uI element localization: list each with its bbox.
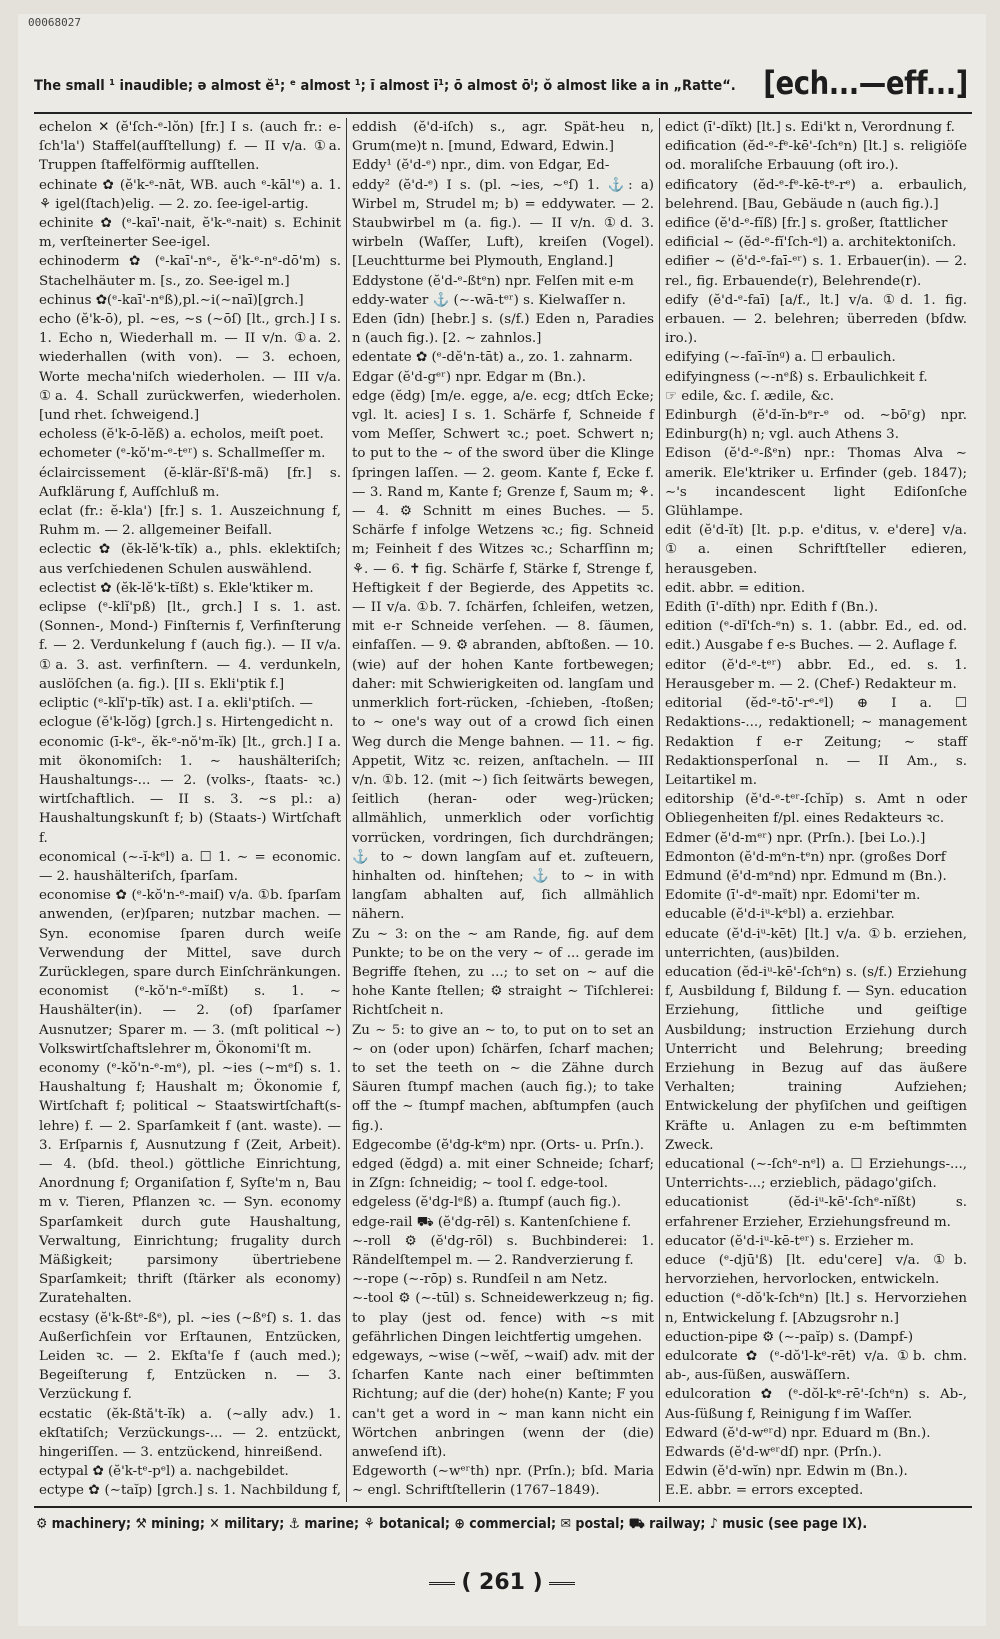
dictionary-entry: editorship (ĕ'd-ᵉ-tᵉʳ-ſchĭp) s. Amt n oder Obliegenheiten f/pl. eines Redakteurs ꝛc. — [665, 792, 967, 827]
dictionary-entry: edit. abbr. = edition. — [665, 580, 806, 596]
dictionary-entry: ∼-tool ⚙ (∼-tūl) s. Schneidewerkzeug n; fig. to play (jest od. fence) with ∼s mit gefährlichen Dingen leichtfertig umgehen. — [352, 1291, 654, 1345]
dictionary-entry: edict (ī'-dĭkt) [lt.] s. Edi'kt n, Verordnung f. — [665, 120, 955, 135]
dictionary-entry: educable (ĕ'd-iᵘ-kᵉbl) a. erziehbar. — [665, 907, 895, 923]
dictionary-entry: echometer (ᵉ-kŏ'm-ᵉ-tᵉʳ) s. Schallmeſſer m. — [39, 446, 326, 462]
dictionary-entry: eddish (ĕ'd-iſch) s., agr. Spät-heu n, Grum(me)t n. [mund, Edward, Edwin.] — [352, 120, 654, 155]
dictionary-entry: Eden (īdn) [hebr.] s. (s/f.) Eden n, Paradies n (auch fig.). [2. ∼ zahnlos.] — [352, 312, 654, 347]
dictionary-entry: ecliptic (ᵉ-klĭ'p-tĭk) ast. I a. ekli'ptiſch. — — [39, 696, 313, 712]
dictionary-entry: Eddystone (ĕ'd-ᵉ-ßtᵉn) npr. Felſen mit e-m — [352, 273, 634, 289]
dictionary-entry: education (ĕd-iᵘ-kē'-ſchᵉn) s. (s/f.) Erziehung f, Ausbildung f, Bildung f. — Syn. education Erziehung, ſittliche und geiſtige Ausbildung; instruction Erziehung durch Unterricht und Belehrung; breeding Erziehung in Bezug auf das äußere Verhalten; training Aufziehen; Entwickelung der phyſiſchen und geiſtigen Kräfte u. Anlagen zu e-m beſtimmten Zweck. — [665, 964, 967, 1153]
entry-columns — [34, 118, 972, 1502]
dictionary-entry: ecstasy (ĕ'k-ßtᵉ-ßᵉ), pl. ∼ies (∼ßᵉſ) s. 1. das Außerſichſein vor Erſtaunen, Entzücken, Leiden ꝛc. — 2. Ekſta'ſe f (auch med.); Begeiſterung f, Entzücken n. — 3. Verzückung f. — [39, 1310, 341, 1403]
dictionary-entry: edification (ĕd-ᵉ-fᵉ-kē'-ſchᵉn) [lt.] s. religiöſe od. moraliſche Erbauung (oft iro.). — [665, 139, 967, 174]
dictionary-entry: ∼-rope (∼-rōp) s. Rundſeil n am Netz. — [352, 1272, 608, 1288]
page-number: ( 261 ) — [461, 1570, 543, 1595]
dictionary-entry: edgeways, ∼wise (∼wĕſ, ∼waiſ) adv. mit der ſcharfen Kante nach einer beſtimmten Richtung; auf die (der) hohe(n) Kante; F you can't get a word in ∼ man kann nicht ein Wörtchen anbringen (wenn der (die) anweſend iſt). — [352, 1349, 654, 1461]
dictionary-entry: echinus ✿(ᵉ-kaī'-nᵉß),pl.∼i(∼naī)[grch.] — [39, 292, 304, 308]
dictionary-entry — [665, 1501, 967, 1502]
dictionary-entry: economise ✿ (ᵉ-kŏ'n-ᵉ-maiſ) v/a. ①b. ſparſam anwenden, (er)ſparen; nutzbar machen. — Syn. economise ſparen durch weiſe Verwendung der Mittel, save durch Zurücklegen, spare durch Einſchränkungen. — [39, 888, 341, 980]
scan-id: 00068027 — [28, 16, 81, 29]
dictionary-page — [18, 14, 986, 1626]
dictionary-entry: edifice (ĕ'd-ᵉ-fĭß) [fr.] s. großer, ſtattlicher — [665, 216, 948, 232]
dictionary-entry: echo (ĕ'k-ō), pl. ∼es, ∼s (∼ōſ) [lt., grch.] I s. 1. Echo n, Wiederhall m. — II v/n. ①a. 2. wiederhallen (with von). — 3. echoen, Worte mecha'niſch wiederholen. — III v/a. ①a. 4. Schall zurückwerfen, wiederholen. [und rhet. ſchweigend.] — [39, 312, 341, 424]
dictionary-entry: Edgecombe (ĕ'dg-kᵉm) npr. (Orts- u. Prſn.). — [352, 1137, 644, 1153]
dictionary-entry: economist (ᵉ-kŏ'n-ᵉ-mĭßt) s. 1. ∼ Haushälter(in). — 2. (of) ſparſamer Ausnutzer; Sparer m. — 3. (mſt political ∼) Volkswirtſchaftslehrer m, Ökonomi'ſt m. — [39, 984, 341, 1057]
dictionary-entry: Edgeworth (∼wᵉʳth) npr. (Prſn.); bſd. Maria ∼ engl. Schriftſtellerin (1767–1849). — [352, 1464, 654, 1499]
dictionary-entry: edifyingness (∼-nᵉß) s. Erbaulichkeit f. — [665, 369, 928, 385]
dictionary-entry: edit (ĕ'd-ĭt) [lt. p.p. e'ditus, v. e'dere] v/a. ①a. einen Schriftſteller edieren, herausgeben. — [665, 523, 967, 577]
dictionary-entry: echinate ✿ (ĕ'k-ᵉ-nāt, WB. auch ᵉ-kāl'ᵉ) a. 1. ⚘ igel(ſtach)elig. — 2. zo. ſee-igel-artig. — [39, 177, 341, 212]
dictionary-entry: educationist (ĕd-iᵘ-kē'-ſchᵉ-nĭßt) s. erfahrener Erzieher, Erziehungsfreund m. — [665, 1195, 967, 1230]
dictionary-entry: ☞ edile, &c. ſ. ædile, &c. — [665, 388, 834, 404]
dictionary-entry: eclipse (ᵉ-klĭ'pß) [lt., grch.] I s. 1. ast. (Sonnen-, Mond-) Finſternis f, Verfinſterung f. — 2. Verdunkelung f (auch fig.). — II v/a. ①a. 3. ast. verfinſtern. — 4. verdunkeln, auslöſchen (a. fig.). [II s. Ekli'ptik f.] — [39, 600, 341, 692]
ornament-left — [429, 1582, 455, 1585]
column-1 — [34, 118, 346, 1502]
dictionary-entry: eduction-pipe ⚙ (∼-paĭp) s. (Dampf-) — [665, 1329, 914, 1345]
dictionary-entry: echinoderm ✿ (ᵉ-kaī'-nᵉ-, ĕ'k-ᵉ-nᵉ-dō'm) s. Stachelhäuter m. [s., zo. See-igel m.] — [39, 254, 341, 289]
dictionary-entry: Edinburgh (ĕ'd-ĭn-bᵉr-ᵉ od. ∼bōʳg) npr. Edinburg(h) n; vgl. auch Athens 3. — [665, 408, 967, 443]
dictionary-entry: Eddy¹ (ĕ'd-ᵉ) npr., dim. von Edgar, Ed- — [352, 158, 610, 174]
dictionary-entry: Zu ∼ 3: on the ∼ am Rande, fig. auf dem Punkte; to be on the very ∼ of ... gerade im Begriffe ſtehen, zu ...; to set on ∼ auf die hohe Kante ſtellen; ⚙ straight ∼ Tiſchlerei: Richtſcheit n. — [352, 926, 654, 1019]
dictionary-entry: educate (ĕ'd-iᵘ-kēt) [lt.] v/a. ①b. erziehen, unterrichten, (aus)bilden. — [665, 926, 967, 961]
dictionary-entry: edulcoration ✿ (ᵉ-dŏl-kᵉ-rē'-ſchᵉn) s. Ab-, Aus-ſüßung f, Reinigung f im Waſſer. — [665, 1387, 967, 1422]
dictionary-entry: eddy-water ⚓ (∼-wā-tᵉʳ) s. Kielwaſſer n. — [352, 292, 626, 308]
dictionary-entry: edificatory (ĕd-ᵉ-fᵉ-kē-tᵉ-rᵉ) a. erbaulich, belehrend. [Bau, Gebäude n (auch fig.).] — [665, 177, 967, 212]
dictionary-entry: edition (ᵉ-dĭ'ſch-ᵉn) s. 1. (abbr. Ed., ed. od. edit.) Ausgabe f e-s Buches. — 2. Auflage f. — [665, 619, 967, 654]
dictionary-entry: eduction (ᵉ-dŏ'k-ſchᵉn) [lt.] s. Hervorziehen n, Entwickelung f. [Abzugsrohr n.] — [665, 1291, 967, 1326]
dictionary-entry: eclectist ✿ (ĕk-lĕ'k-tĭßt) s. Ekle'ktiker m. — [39, 580, 314, 596]
dictionary-entry: educe (ᵉ-djū'ß) [lt. edu'cere] v/a. ①b. hervorziehen, hervorlocken, entwickeln. — [665, 1252, 967, 1288]
dictionary-entry: Edomite (ī'-dᵉ-maĭt) npr. Edomi'ter m. — [665, 888, 921, 904]
dictionary-entry: ∼-roll ⚙ (ĕ'dg-rōl) s. Buchbinderei: 1. Rändelſtempel m. — 2. Randverzierung f. — [352, 1233, 654, 1268]
symbol-legend: ⚙ machinery; ⚒ mining; ✕ military; ⚓ marine; ⚘ botanical; ⊕ commercial; ✉ postal; ⛟ railway; ♪ music (see page IX). — [36, 1516, 868, 1532]
dictionary-entry: eclogue (ĕ'k-lŏg) [grch.] s. Hirtengedicht n. — [39, 715, 334, 731]
dictionary-entry: Edgar (ĕ'd-gᵉʳ) npr. Edgar m (Bn.). — [352, 369, 586, 385]
dictionary-entry: E.E. abbr. = errors excepted. — [665, 1483, 864, 1499]
dictionary-entry: edge-rail ⛟ (ĕ'dg-rēl) s. Kantenſchiene f. — [352, 1214, 632, 1230]
dictionary-entry: edify (ĕ'd-ᵉ-faī) [a/f., lt.] v/a. ①d. 1. fig. erbauen. — 2. belehren; überreden (bſdw. iro.). — [665, 292, 967, 347]
dictionary-entry: editorial (ĕd-ᵉ-tō'-rᵉ-ᵉl) ⊕ I a. ☐ Redaktions-..., redaktionell; ∼ management Redaktion f e-r Zeitung; ∼ staff Redaktionsperſonal n. — II Am., s. Leitartikel m. — [665, 696, 967, 788]
dictionary-entry — [352, 1501, 654, 1502]
dictionary-entry: edulcorate ✿ (ᵉ-dŏ'l-kᵉ-rēt) v/a. ①b. chm. ab-, aus-ſüßen, auswäſſern. — [665, 1349, 967, 1384]
dictionary-entry: edgeless (ĕ'dg-lᵉß) a. ſtumpf (auch fig.). — [352, 1195, 621, 1211]
dictionary-entry: edentate ✿ (ᵉ-dĕ'n-tāt) a., zo. 1. zahnarm. — [352, 350, 633, 366]
dictionary-entry: ectypal ✿ (ĕ'k-tᵉ-pᵉl) a. nachgebildet. — [39, 1464, 289, 1480]
dictionary-entry: Edith (ī'-dĭth) npr. Edith f (Bn.). — [665, 600, 879, 616]
dictionary-entry: eclectic ✿ (ĕk-lĕ'k-tĭk) a., phls. eklektiſch; aus verſchiedenen Schulen auswählend. — [39, 542, 341, 577]
top-rule — [34, 112, 972, 114]
pronunciation-key: The small ¹ inaudible; ə almost ĕ¹; ᵉ almost ¹; ī almost ī¹; ō almost ōⁱ; ŏ almost like a in „Ratte“. — [34, 78, 736, 94]
dictionary-entry: edifying (∼-faī-ĭnᵍ) a. ☐ erbaulich. — [665, 350, 896, 366]
dictionary-entry: echoless (ĕ'k-ō-lĕß) a. echolos, meiſt poet. — [39, 427, 324, 443]
dictionary-entry: eclat (fr.: ĕ-kla') [fr.] s. 1. Auszeichnung f, Ruhm m. — 2. allgemeiner Beifall. — [39, 504, 341, 539]
dictionary-entry: Zu ∼ 5: to give an ∼ to, to put on to set an ∼ on (oder upon) ſchärfen, ſcharf machen; to set the teeth on ∼ die Zähne durch Säuren ſtumpf machen (auch fig.); to take off the ∼ ſtumpf machen, abſtumpfen (auch fig.). — [352, 1022, 654, 1134]
dictionary-entry: edge (ĕdg) [m/e. egge, a/e. ecg; dtſch Ecke; vgl. lt. acies] I s. 1. Schärfe f, Schneide f vom Meſſer, Schwert ꝛc.; poet. Schwert n; to put to the ∼ of the sword über die Klinge ſpringen laſſen. — 2. geom. Kante f, Ecke f. — 3. Rand m, Kante f; Grenze f, Saum m; ⚘. — 4. ⚙ Schnitt m eines Buches. — 5. Schärfe f infolge Wetzens ꝛc.; fig. Schneid m; Feinheit f des Witzes ꝛc.; Scharfſinn m; ⚘. — 6. ✝ fig. Schärfe f, Stärke f, Strenge f, Heftigkeit f der Begierde, des Appetits ꝛc. — II v/a. ①b. 7. ſchärfen, ſchleifen, wetzen, mit e-r Schneide verſehen. — 8. ſäumen, einfaſſen. — 9. ⚙ abranden, abſtoßen. — 10. (wie) auf der hohen Kante fortbewegen; daher: mit Schwierigkeiten od. langſam und unmerklich fort-rücken, -ſchieben, -ſtoßen; to ∼ one's way out of a crowd ſich einen Weg durch die Menge bahnen. — 11. ∼ fig. Appetit, Witz ꝛc. reizen, anſtacheln. — III v/n. ①b. 12. (mit ∼) ſich ſeitwärts bewegen, ſeitlich (heran- oder weg-)rücken; allmählich, unmerklich oder vorſichtig vorrücken, vordringen, ſich durchdrängen; ⚓ to ∼ down langſam auf et. zuſteuern, hinhalten od. hinſtehen; ⚓ to ∼ in with langſam abhalten auf, ſich allmählich nähern. — [352, 388, 654, 923]
dictionary-entry: ecstatic (ĕk-ßtă't-ĭk) a. (∼ally adv.) 1. ekſtatiſch; Verzückungs-... — 2. entzückt, hingeriſſen. — 3. entzückend, hinreißend. — [39, 1406, 341, 1461]
dictionary-entry: éclaircissement (ĕ-klär-ßĭ'ß-mã) [fr.] s. Aufklärung f, Aufſchluß m. — [39, 465, 341, 500]
dictionary-entry: economic (ī-kᵉ-, ĕk-ᵉ-nŏ'm-ĭk) [lt., grch.] I a. mit ökonomiſch: 1. ∼ haushälteriſch; Haushaltungs-... — 2. (volks-, ſtaats- ꝛc.) wirtſchaftlich. — II s. 3. ∼s pl.: a) Haushaltungskunſt f; b) (Staats-) Wirtſchaft f. — [39, 734, 341, 846]
dictionary-entry: Edwards (ĕ'd-wᵉʳdſ) npr. (Prſn.). — [665, 1445, 882, 1461]
dictionary-entry: educational (∼-ſchᵉ-nᵉl) a. ☐ Erziehungs-..., Unterrichts-...; erzieblich, pädago'giſch. — [665, 1156, 967, 1192]
dictionary-entry: Edmund (ĕ'd-mᵉnd) npr. Edmund m (Bn.). — [665, 868, 947, 884]
dictionary-entry: edged (ĕdgd) a. mit einer Schneide; ſcharf; in Zſgn: ſchneidig; ∼ tool ſ. edge-tool. — [352, 1156, 654, 1192]
dictionary-entry: edifier ∼ (ĕ'd-ᵉ-faī-ᵉʳ) s. 1. Erbauer(in). — 2. rel., fig. Erbauende(r), Belehrende(r). — [665, 254, 967, 289]
dictionary-entry: Edmer (ĕ'd-mᵉʳ) npr. (Prſn.). [bei Lo.).] — [665, 830, 926, 846]
dictionary-entry: editor (ĕ'd-ᵉ-tᵉʳ) abbr. Ed., ed. s. 1. Herausgeber m. — 2. (Chef-) Redakteur m. — [665, 657, 967, 692]
bottom-rule — [34, 1506, 972, 1508]
dictionary-entry: Edmonton (ĕ'd-mᵉn-tᵉn) npr. (großes Dorf — [665, 849, 946, 865]
dictionary-entry: echelon ✕ (ĕ'ſch-ᵉ-lŏn) [fr.] I s. (auch fr.: e-ſch'la') Staffel(aufſtellung) f. — II v/a. ①a. Truppen ſtaffelförmig aufſtellen. — [39, 120, 341, 174]
dictionary-entry: ectype ✿ (∼taĭp) [grch.] s. 1. Nachbildung f, — [39, 1483, 341, 1499]
page-number-line — [18, 1570, 986, 1595]
dictionary-entry: Edward (ĕ'd-wᵉʳd) npr. Eduard m (Bn.). — [665, 1425, 931, 1441]
dictionary-entry: educator (ĕ'd-iᵘ-kē-tᵉʳ) s. Erzieher m. — [665, 1233, 915, 1249]
dictionary-entry: eddy² (ĕ'd-ᵉ) I s. (pl. ∼ies, ∼ᵉſ) 1. ⚓: a) Wirbel m, Strudel m; b) = eddywater. — 2. Staubwirbel m (a. fig.). — II v/n. ①d. 3. wirbeln (Waſſer, Luft), kreiſen (Vogel). [Leuchtturme bei Plymouth, England.] — [352, 177, 654, 270]
dictionary-entry: economical (∼-ĭ-kᵉl) a. ☐ 1. ∼ = economic. — 2. haushälteriſch, ſparſam. — [39, 849, 341, 884]
column-2 — [346, 118, 659, 1502]
dictionary-entry: Edison (ĕ'd-ᵉ-ßᵉn) npr.: Thomas Alva ∼ amerik. Ele'ktriker u. Erfinder (geb. 1847); ∼'s incandescent light Ediſonſche Glühlampe. — [665, 446, 967, 520]
dictionary-entry: economy (ᵉ-kŏ'n-ᵉ-mᵉ), pl. ∼ies (∼mᵉſ) s. 1. Haushaltung f; Haushalt m; Ökonomie f, Wirtſchaft f; political ∼ Staatswirtſchaft(s-lehre) f. — 2. Sparſamkeit f (ant. waste). — 3. Erſparnis f, Ausnutzung f (Zeit, Arbeit). — 4. (bſd. theol.) göttliche Einrichtung, Anordnung f; Organiſation f, Syſte'm n, Bau m v. Tieren, Pflanzen ꝛc. — Syn. economy Sparſamkeit durch gute Haushaltung, Verwaltung, Einrichtung; frugality durch Mäßigkeit; parsimony übertriebene Sparſamkeit; thrift (ſtärker als economy) Zuratehalten. — [39, 1060, 341, 1307]
ornament-right — [549, 1582, 575, 1585]
page-range-header: [ech...—eff...] — [763, 64, 968, 102]
dictionary-entry: Edwin (ĕ'd-wĭn) npr. Edwin m (Bn.). — [665, 1464, 908, 1480]
dictionary-entry: echinite ✿ (ᵉ-kaī'-nait, ĕ'k-ᵉ-nait) s. Echinit m, verſteinerter See-igel. — [39, 216, 341, 251]
dictionary-entry: edificial ∼ (ĕd-ᵉ-fĭ'ſch-ᵉl) a. architektoniſch. — [665, 235, 957, 251]
column-3 — [659, 118, 972, 1502]
